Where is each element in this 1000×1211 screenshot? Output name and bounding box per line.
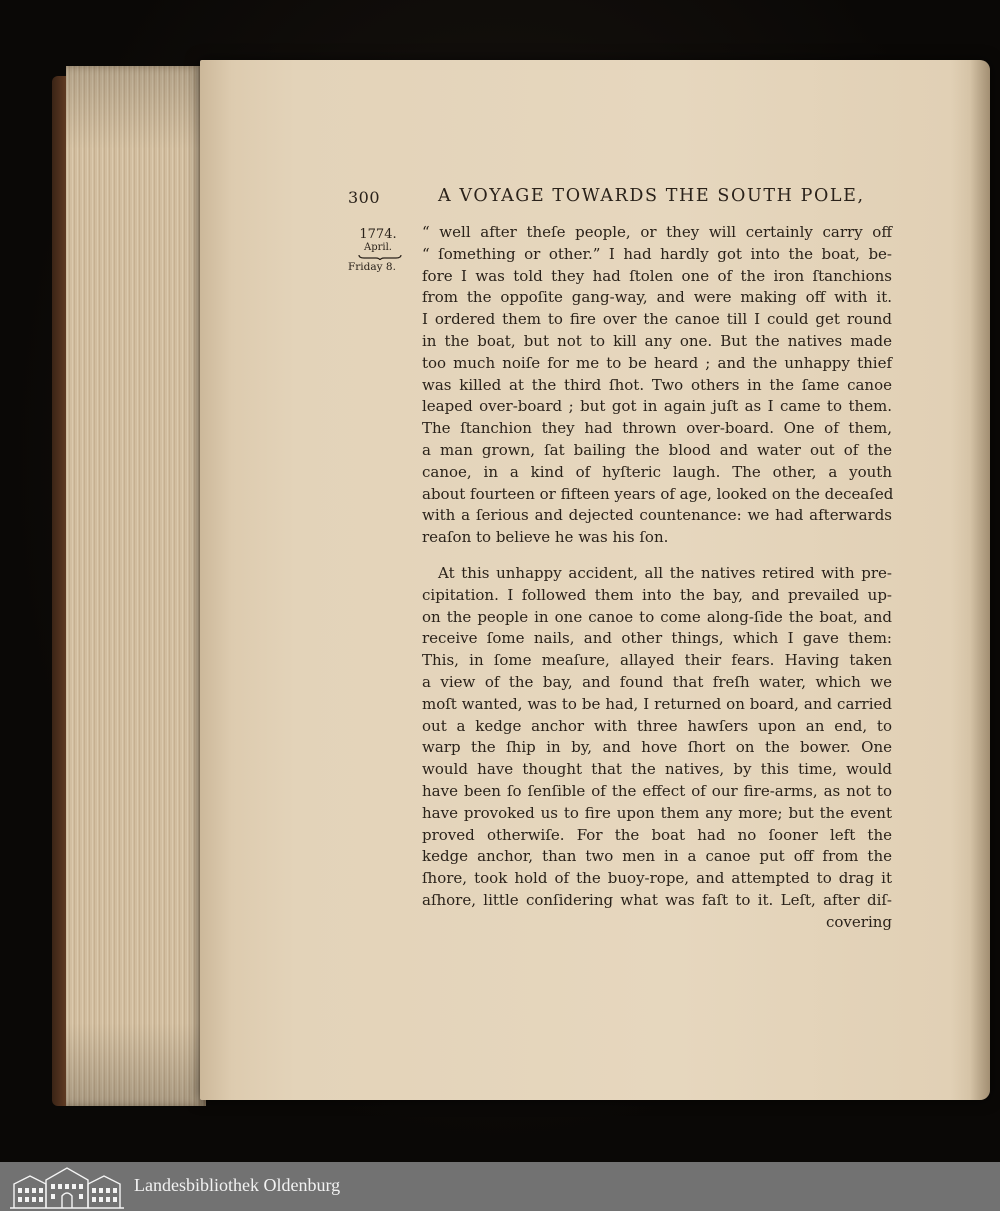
- text-line: This, in ſome meaſure, allayed their fears. Having taken: [422, 651, 892, 670]
- text-line: “ ſomething or other.” I had hardly got into the boat, be-: [422, 244, 892, 263]
- margin-day: Friday 8.: [348, 261, 396, 273]
- margin-year: 1774.: [359, 227, 397, 242]
- text-line: “ well after theſe people, or they will certainly carry off: [422, 223, 892, 241]
- text-line: cipitation. I followed them into the bay, and prevailed up-: [422, 585, 892, 604]
- paragraph: [422, 222, 892, 549]
- text-line: about fourteen or fifteen years of age, looked on the deceaſed: [422, 484, 894, 503]
- text-line: in the boat, but not to kill any one. But the natives made: [422, 331, 892, 350]
- text-line: a view of the bay, and found that freſh water, which we: [422, 672, 892, 691]
- text-line: would have thought that the natives, by this time, would: [422, 760, 892, 779]
- page-stack-edges: [66, 66, 206, 1106]
- text-line: a man grown, ſat bailing the blood and water out of the: [422, 440, 892, 459]
- text-line: The ſtanchion they had thrown over-board. One of them,: [422, 419, 892, 438]
- text-line: fore I was told they had ſtolen one of the iron ſtanchions: [422, 266, 892, 285]
- margin-date-note: [346, 228, 410, 274]
- running-title: A VOYAGE TOWARDS THE SOUTH POLE,: [438, 186, 865, 206]
- text-line: receive ſome nails, and other things, which I gave them:: [422, 629, 892, 648]
- page-number: 300: [348, 188, 381, 207]
- text-line: out a kedge anchor with three hawſers upon an end, to: [422, 716, 892, 735]
- library-name: Landesbibliothek Oldenburg: [134, 1175, 341, 1195]
- paragraph: [422, 563, 892, 912]
- text-line: kedge anchor, than two men in a canoe put off from the: [422, 847, 892, 866]
- text-line: have provoked us to fire upon them any more; but the event: [422, 803, 892, 822]
- margin-month: April.: [364, 242, 392, 253]
- text-line: with a ſerious and dejected countenance: we had afterwards: [422, 506, 892, 525]
- text-line: warp the ſhip in by, and hove ſhort on the bower. One: [422, 738, 892, 757]
- text-line: reaſon to believe he was his ſon.: [422, 528, 669, 547]
- text-line: was killed at the third ſhot. Two others in the ſame canoe: [422, 375, 892, 394]
- catchword: covering: [825, 912, 892, 931]
- text-line: At this unhappy accident, all the natives retired with pre-: [438, 563, 892, 582]
- text-line: have been ſo ſenſible of the effect of our fire-arms, as not to: [422, 781, 892, 800]
- text-line: leaped over-board ; but got in again juſt as I came to them.: [422, 397, 892, 416]
- library-building-logo: [8, 1164, 126, 1210]
- library-footer-band: [0, 1162, 1000, 1211]
- book-page: [200, 60, 990, 1100]
- text-line: moſt wanted, was to be had, I returned on board, and carried: [422, 694, 892, 713]
- text-line: too much noiſe for me to be heard ; and the unhappy thief: [422, 353, 892, 372]
- text-line: ſhore, took hold of the buoy-rope, and attempted to drag it: [422, 869, 892, 888]
- text-line: proved otherwiſe. For the boat had no ſooner left the: [422, 825, 892, 844]
- text-line: from the oppoſite gang-way, and were making off with it.: [422, 288, 892, 307]
- margin-brace: [358, 254, 402, 260]
- text-line: I ordered them to fire over the canoe till I could get round: [422, 310, 892, 329]
- running-head: [348, 186, 893, 214]
- text-line: on the people in one canoe to come along-ſide the boat, and: [422, 607, 892, 626]
- text-line: aſhore, little conſidering what was faſt to it. Leſt, after diſ-: [422, 890, 892, 909]
- body-text: [422, 222, 892, 934]
- text-line: canoe, in a kind of hyſteric laugh. The other, a youth: [422, 462, 892, 481]
- page-gutter-shadow: [970, 60, 990, 1100]
